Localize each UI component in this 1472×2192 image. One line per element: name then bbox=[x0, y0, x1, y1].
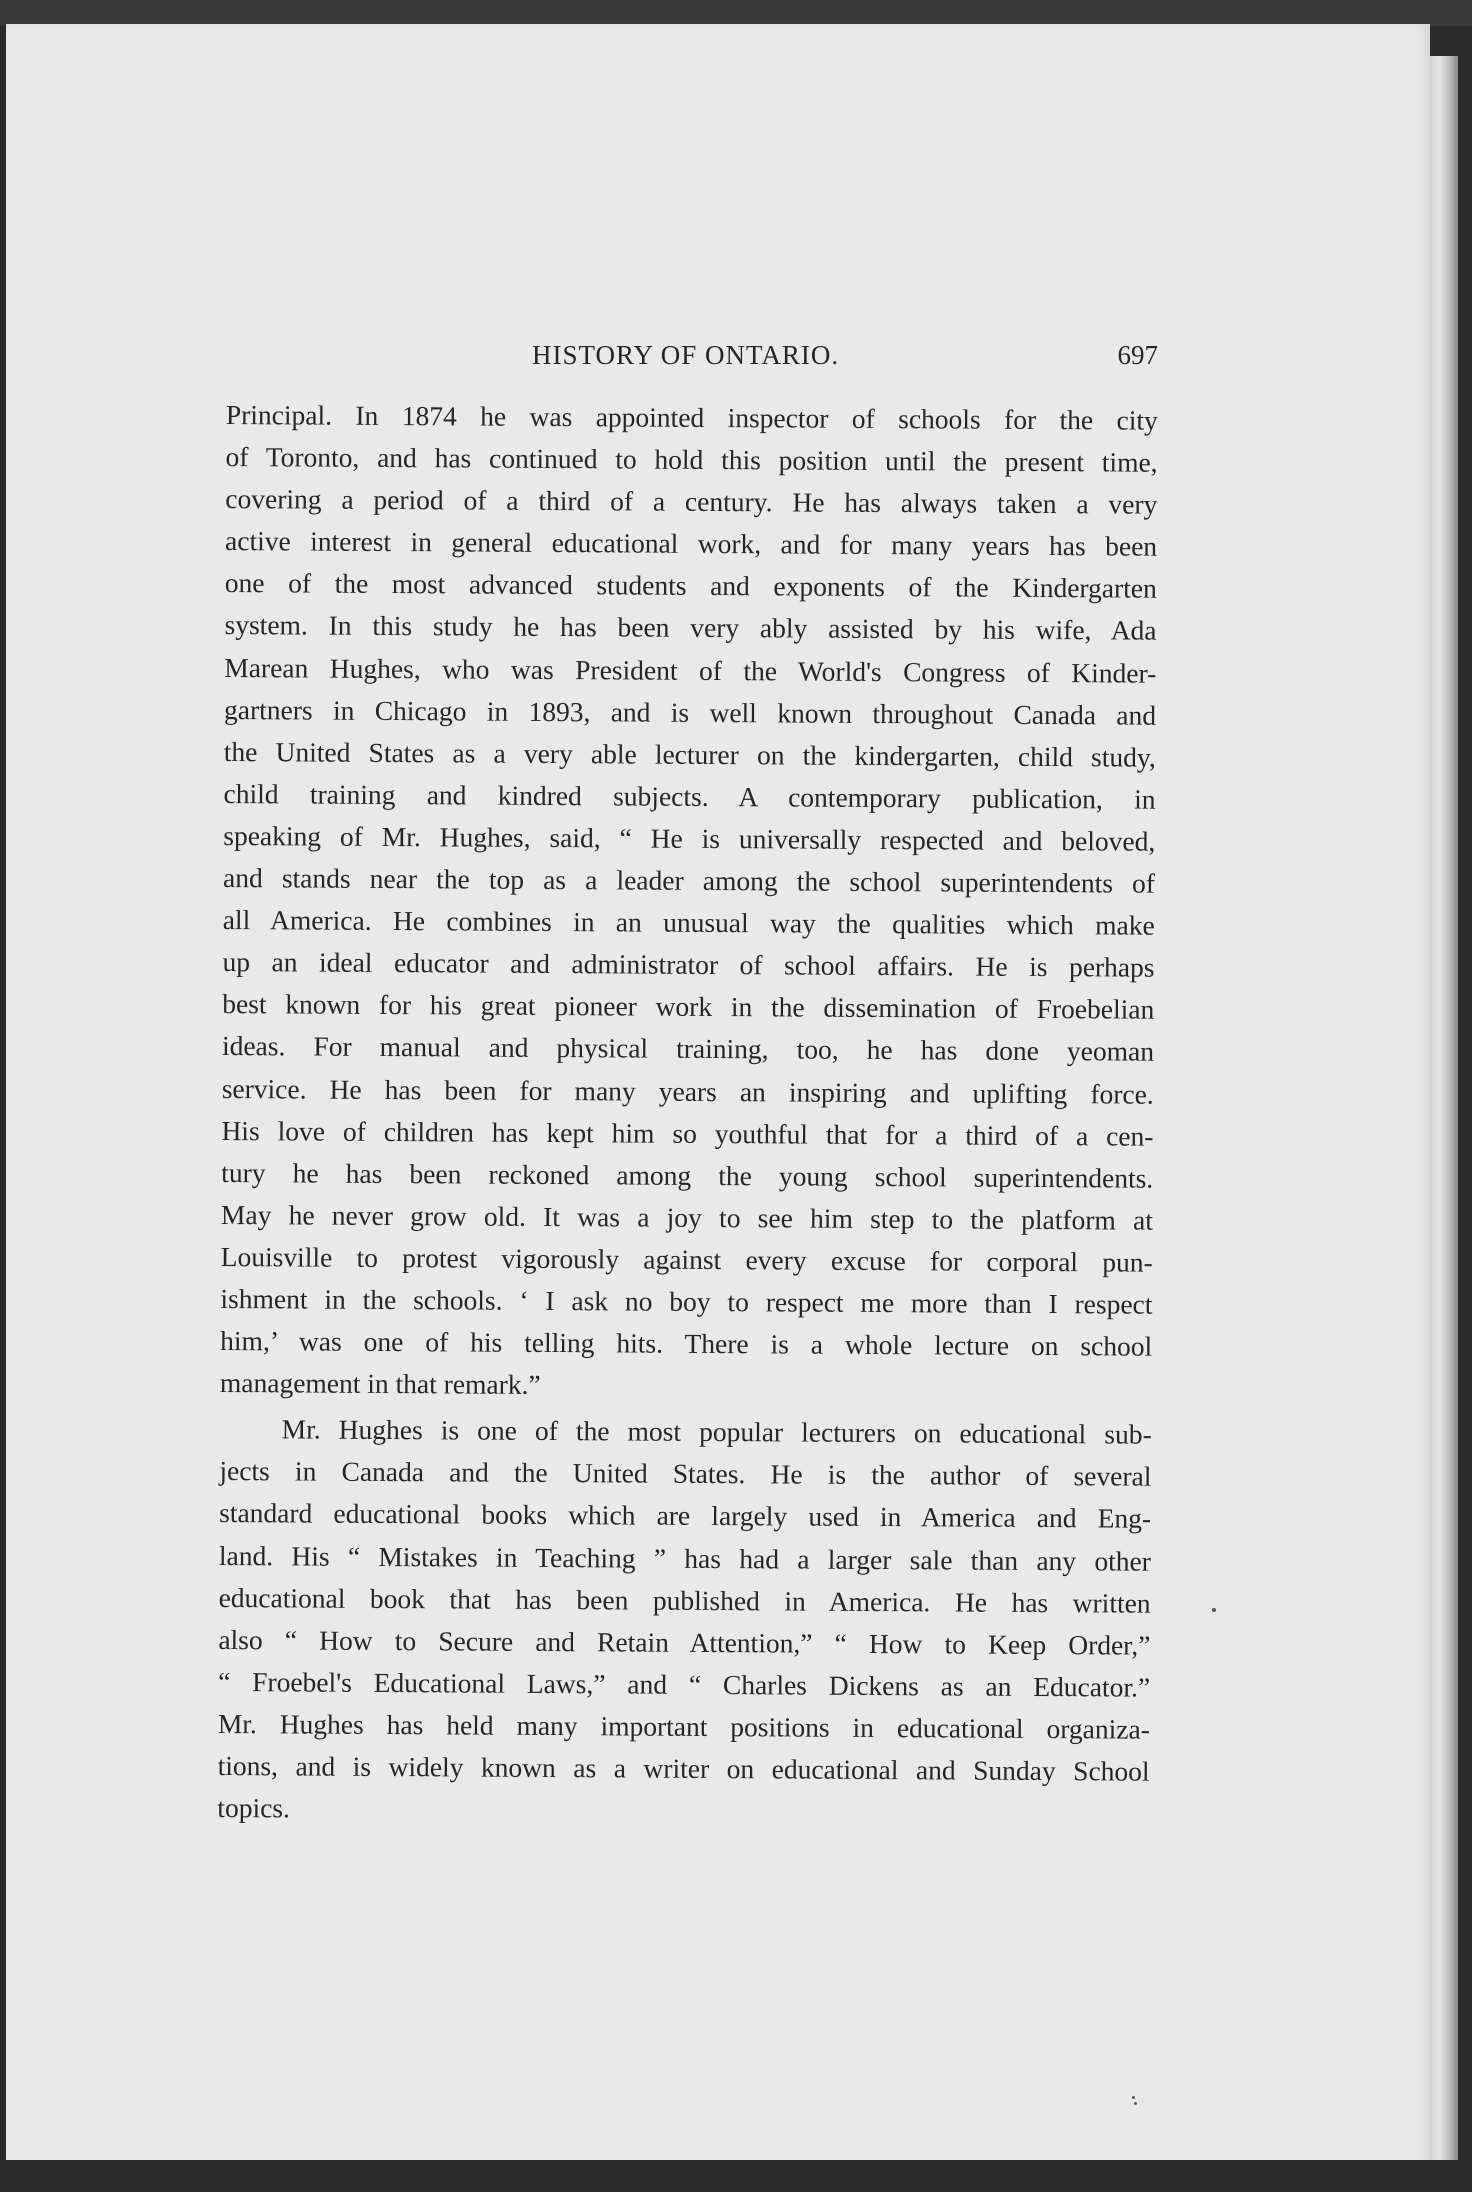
text-line: “ Froebel's Educational Laws,” and “ Charles Dickens as an Educator.” bbox=[218, 1665, 1151, 1703]
text-line: covering a period of a third of a century. He has always taken a very bbox=[225, 483, 1158, 520]
scan-speck bbox=[1134, 2102, 1137, 2105]
text-line: tions, and is widely known as a writer on educational and Sunday School bbox=[217, 1749, 1150, 1787]
paragraph-2 bbox=[217, 1408, 1152, 1835]
text-line: standard educational books which are largely used in America and Eng- bbox=[219, 1497, 1152, 1535]
text-line: educational book that has been published in America. He has written bbox=[218, 1581, 1151, 1619]
text-line: speaking of Mr. Hughes, said, “ He is universally respected and beloved, bbox=[223, 819, 1156, 857]
text-line: jects in Canada and the United States. He is the author of several bbox=[219, 1455, 1152, 1493]
scan-top-border bbox=[0, 0, 1472, 26]
scan-speck bbox=[1132, 2096, 1135, 2099]
running-head-title: HISTORY OF ONTARIO. bbox=[532, 340, 840, 370]
text-line: tury he has been reckoned among the young school superintendents. bbox=[221, 1156, 1154, 1194]
text-line: land. His “ Mistakes in Teaching ” has had a larger sale than any other bbox=[218, 1539, 1151, 1577]
scan-bottom-border bbox=[0, 2160, 1472, 2192]
text-line: active interest in general educational work, and for many years has been bbox=[225, 525, 1158, 562]
scan-speck bbox=[1212, 1608, 1216, 1612]
text-line: up an ideal educator and administrator of school affairs. He is perhaps bbox=[222, 946, 1155, 983]
text-line: him,’ was one of his telling hits. There is a whole lecture on school bbox=[220, 1325, 1153, 1362]
text-line: the United States as a very able lecturer on the kindergarten, child study, bbox=[223, 735, 1156, 773]
page-edge-shadow bbox=[1430, 56, 1458, 2172]
paragraph-1 bbox=[220, 394, 1158, 1410]
text-line: ideas. For manual and physical training, too, he has done yeoman bbox=[221, 1030, 1155, 1068]
text-line: Principal. In 1874 he was appointed inspector of schools for the city bbox=[225, 398, 1158, 436]
text-line: ishment in the schools. ‘ I ask no boy to respect me more than I respect bbox=[220, 1282, 1153, 1320]
running-head bbox=[232, 340, 1158, 384]
text-line: management in that remark.” bbox=[219, 1367, 541, 1401]
text-line: Louisville to protest vigorously against every excuse for corporal pun- bbox=[220, 1240, 1153, 1278]
text-line: one of the most advanced students and exponents of the Kindergarten bbox=[224, 567, 1157, 605]
text-line: His love of children has kept him so youthful that for a third of a cen- bbox=[221, 1114, 1154, 1152]
text-line: Mr. Hughes is one of the most popular lecturers on educational sub- bbox=[281, 1413, 1152, 1450]
text-line: best known for his great pioneer work in the dissemination of Froebelian bbox=[222, 988, 1155, 1025]
text-line: Mr. Hughes has held many important positions in educational organiza- bbox=[217, 1707, 1150, 1745]
text-line: and stands near the top as a leader among the school superintendents of bbox=[222, 862, 1156, 899]
text-line: gartners in Chicago in 1893, and is well known throughout Canada and bbox=[223, 693, 1157, 731]
body-text bbox=[217, 394, 1158, 1835]
text-line: Marean Hughes, who was President of the World's Congress of Kinder- bbox=[224, 651, 1157, 689]
text-line: topics. bbox=[217, 1792, 291, 1824]
text-line: May he never grow old. It was a joy to see him step to the platform at bbox=[220, 1198, 1154, 1236]
text-line: system. In this study he has been very ably assisted by his wife, Ada bbox=[224, 609, 1157, 647]
text-line: also “ How to Secure and Retain Attention,” “ How to Keep Order,” bbox=[218, 1623, 1151, 1661]
page-number: 697 bbox=[1117, 340, 1158, 370]
text-line: child training and kindred subjects. A contemporary publication, in bbox=[223, 777, 1156, 815]
text-line: all America. He combines in an unusual way the qualities which make bbox=[222, 904, 1155, 941]
text-line: service. He has been for many years an inspiring and uplifting force. bbox=[221, 1072, 1154, 1110]
text-line: of Toronto, and has continued to hold this position until the present time, bbox=[225, 441, 1158, 478]
